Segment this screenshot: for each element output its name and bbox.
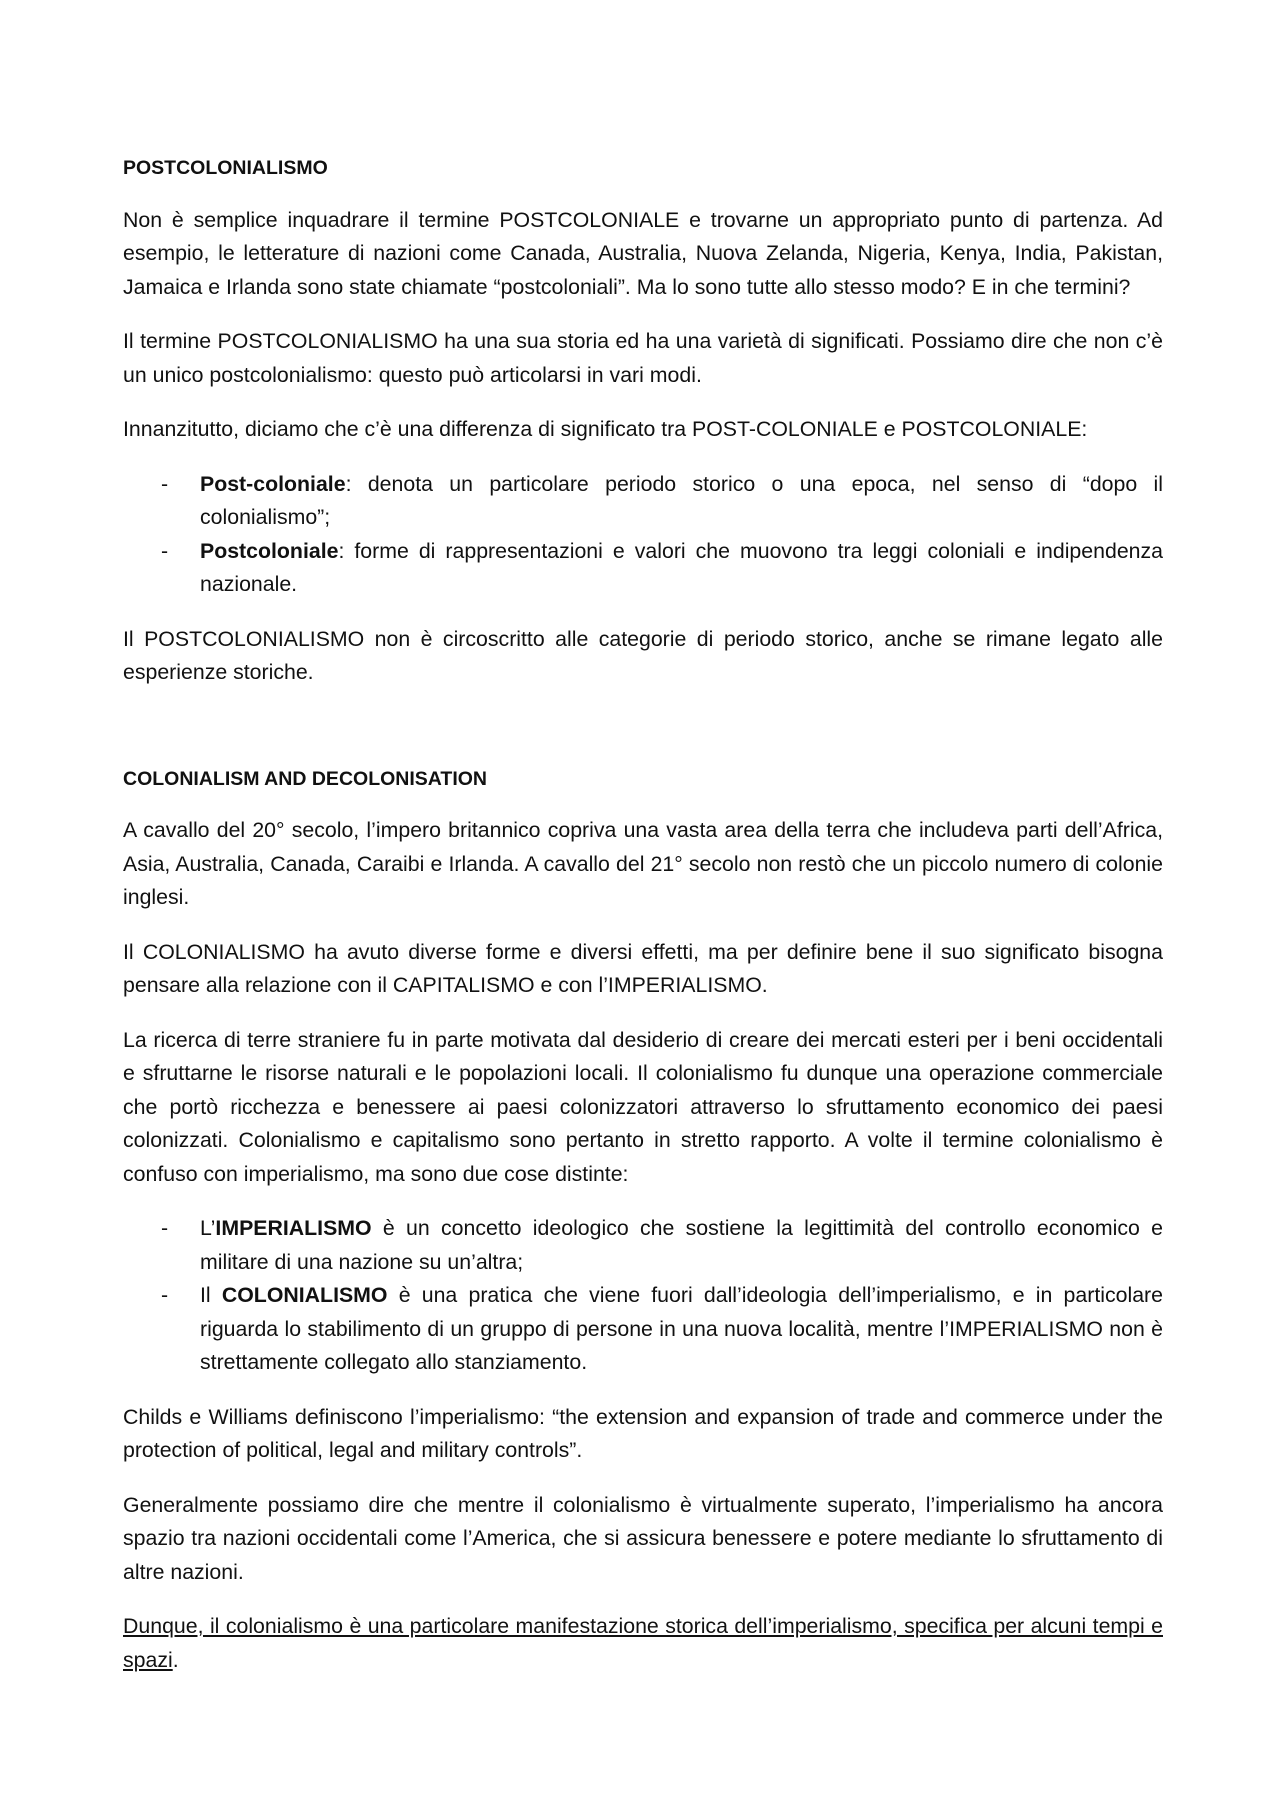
definition-text: è un concetto ideologico che sostiene la legittimità del controllo economico e militare di una nazione su un’altra; (200, 1216, 1163, 1274)
dash-bullet: - (161, 538, 169, 563)
paragraph-british-empire: A cavallo del 20° secolo, l’impero britannico copriva una vasta area della terra che includeva parti dell’Africa, Asia, Australia, Canada, Caraibi e Irlanda. A cavallo del 21° secolo non restò che un piccolo numero di colonie inglesi. (123, 818, 1163, 909)
conclusion-underlined-text: Dunque, il colonialismo è una particolare manifestazione storica dell’imperialismo, specifica per alcuni tempi e spazi (123, 1614, 1163, 1672)
dash-bullet: - (161, 1283, 169, 1307)
definition-prefix: L’ (200, 1216, 216, 1240)
dash-bullet: - (161, 471, 169, 496)
conclusion-period: . (172, 1647, 179, 1672)
paragraph-colonialism-forms: Il COLONIALISMO ha avuto diverse forme e diversi effetti, ma per definire bene il suo significato bisogna pensare alla relazione con il CAPITALISMO e con l’IMPERIALISMO. (123, 939, 1163, 997)
document-page (123, 152, 1163, 1698)
term-colonialismo: COLONIALISMO (221, 1283, 388, 1307)
definition-list-postcoloniale (123, 468, 1163, 602)
list-item (123, 535, 1163, 602)
paragraph-foreign-lands: La ricerca di terre straniere fu in parte motivata dal desiderio di creare dei mercati esteri per i beni occidentali e sfruttarne le risorse naturali e le popolazioni locali. Il colonialismo fu dunque una operazione commerciale che portò ricchezza e benessere ai paesi colonizzatori attraverso lo sfruttamento economico dei paesi colonizzati. Colonialismo e capitalismo sono pertanto in stretto rapporto. A volte il termine colonialismo è confuso con imperialismo, ma sono due cose distinte: (123, 1027, 1163, 1186)
definition-list-imperialismo (123, 1212, 1163, 1380)
paragraph-childs-williams: Childs e Williams definiscono l’imperialismo: “the extension and expansion of trade and commerce under the protection of political, legal and military controls”. (123, 1404, 1163, 1462)
definition-prefix: Il (200, 1283, 222, 1307)
heading-colonialism-decolonisation: COLONIALISM AND DECOLONISATION (123, 767, 487, 790)
paragraph-not-limited: Il POSTCOLONIALISMO non è circoscritto alle categorie di periodo storico, anche se rimane legato alle esperienze storiche. (123, 626, 1163, 684)
term-post-coloniale: Post-coloniale (200, 471, 346, 496)
list-item (123, 1212, 1163, 1279)
paragraph-intro: Non è semplice inquadrare il termine POSTCOLONIALE e trovarne un appropriato punto di partenza. Ad esempio, le letterature di nazioni come Canada, Australia, Nuova Zelanda, Nigeria, Kenya, India, Pakistan, Jamaica e Irlanda sono state chiamate “postcoloniali”. Ma lo sono tutte allo stesso modo? E in che termini? (123, 207, 1163, 299)
term-postcoloniale: Postcoloniale (200, 538, 339, 563)
term-imperialismo: IMPERIALISMO (215, 1216, 372, 1240)
definition-text: è una pratica che viene fuori dall’ideologia dell’imperialismo, e in particolare riguarda lo stabilimento di un gruppo di persone in una nuova località, mentre l’IMPERIALISMO non è strettamente collegato allo stanziamento. (200, 1283, 1163, 1374)
heading-postcolonialismo: POSTCOLONIALISMO (123, 157, 328, 179)
paragraph-generally: Generalmente possiamo dire che mentre il colonialismo è virtualmente superato, l’imperialismo ha ancora spazio tra nazioni occidentali come l’America, che si assicura benessere e potere mediante lo sfruttamento di altre nazioni. (123, 1492, 1163, 1584)
paragraph-term-history: Il termine POSTCOLONIALISMO ha una sua storia ed ha una varietà di significati. Possiamo dire che non c’è un unico postcolonialismo: questo può articolarsi in vari modi. (123, 329, 1163, 387)
definition-text: : forme di rappresentazioni e valori che muovono tra leggi coloniali e indipendenza nazionale. (200, 538, 1163, 596)
list-item (123, 1279, 1163, 1380)
section-spacer (123, 711, 1163, 763)
list-item (123, 468, 1163, 535)
definition-text: : denota un particolare periodo storico o una epoca, nel senso di “dopo il colonialismo”; (200, 471, 1163, 529)
paragraph-conclusion (123, 1610, 1163, 1677)
paragraph-difference: Innanzitutto, diciamo che c’è una differenza di significato tra POST-COLONIALE e POSTCOLONIALE: (123, 417, 1088, 441)
dash-bullet: - (161, 1216, 169, 1240)
